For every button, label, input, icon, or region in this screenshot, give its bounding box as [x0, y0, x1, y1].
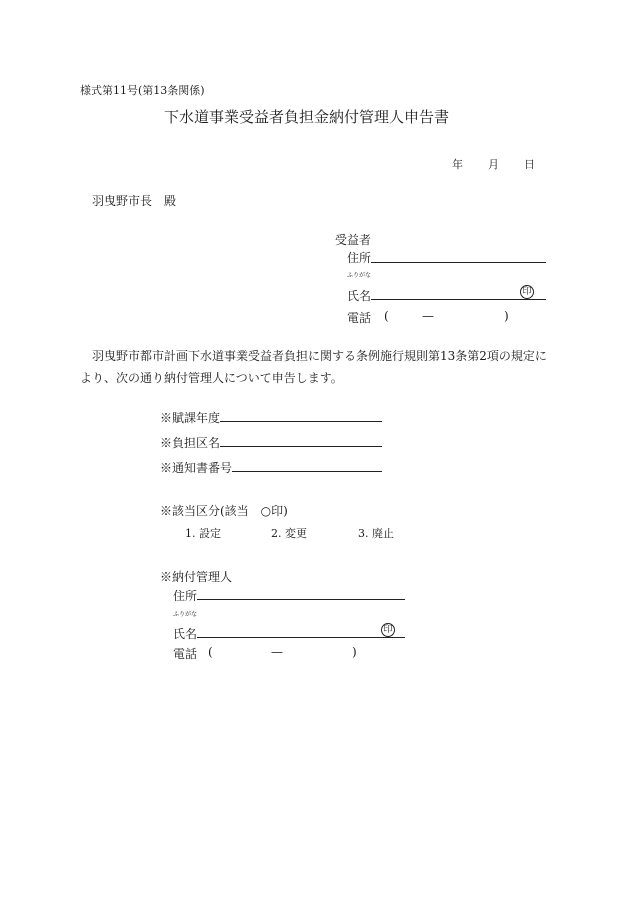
- notice-number-line: [232, 471, 382, 472]
- beneficiary-address-line: [371, 262, 546, 263]
- agent-name-line: [197, 637, 405, 638]
- category-option-change: 2. 変更: [271, 527, 307, 540]
- beneficiary-furigana-label: ふりがな: [347, 272, 372, 279]
- beneficiary-phone-close: ): [504, 309, 509, 323]
- beneficiary-phone-label: 電話: [347, 311, 372, 325]
- agent-heading: ※納付管理人: [160, 570, 233, 584]
- beneficiary-phone-dash: —: [422, 309, 434, 323]
- agent-furigana-label: ふりがな: [173, 611, 198, 618]
- district-line: [220, 446, 382, 447]
- notice-number-label: ※通知書番号: [160, 461, 233, 475]
- seal-icon: 印: [381, 623, 395, 637]
- category-option-set: 1. 設定: [185, 527, 221, 540]
- agent-name-label: 氏名: [173, 627, 198, 641]
- agent-phone-label: 電話: [173, 647, 198, 661]
- date-month: 月: [488, 158, 499, 171]
- document-title: 下水道事業受益者負担金納付管理人申告書: [164, 108, 450, 126]
- tax-year-label: ※賦課年度: [160, 411, 221, 425]
- category-option-abolish: 3. 廃止: [358, 527, 394, 540]
- category-heading: ※該当区分(該当 ○印): [160, 504, 288, 518]
- body-paragraph: 羽曳野市都市計画下水道事業受益者負担に関する条例施行規則第13条第2項の規定により、次の通り納付管理人について申告します。: [80, 349, 547, 385]
- beneficiary-phone-open: (: [384, 309, 389, 323]
- beneficiary-address-label: 住所: [347, 251, 372, 265]
- seal-icon: 印: [520, 285, 534, 299]
- beneficiary-name-line: [371, 299, 546, 300]
- beneficiary-heading: 受益者: [335, 233, 372, 247]
- district-label: ※負担区名: [160, 436, 221, 450]
- tax-year-line: [220, 421, 382, 422]
- addressee: 羽曳野市長 殿: [92, 194, 177, 208]
- form-number: 様式第11号(第13条関係): [80, 84, 205, 97]
- agent-phone-close: ): [352, 645, 357, 659]
- agent-address-line: [197, 599, 405, 600]
- date-day: 日: [524, 158, 535, 171]
- date-year: 年: [452, 158, 463, 171]
- agent-phone-open: (: [208, 645, 213, 659]
- agent-phone-dash: —: [271, 645, 283, 659]
- agent-address-label: 住所: [173, 589, 198, 603]
- beneficiary-name-label: 氏名: [347, 289, 372, 303]
